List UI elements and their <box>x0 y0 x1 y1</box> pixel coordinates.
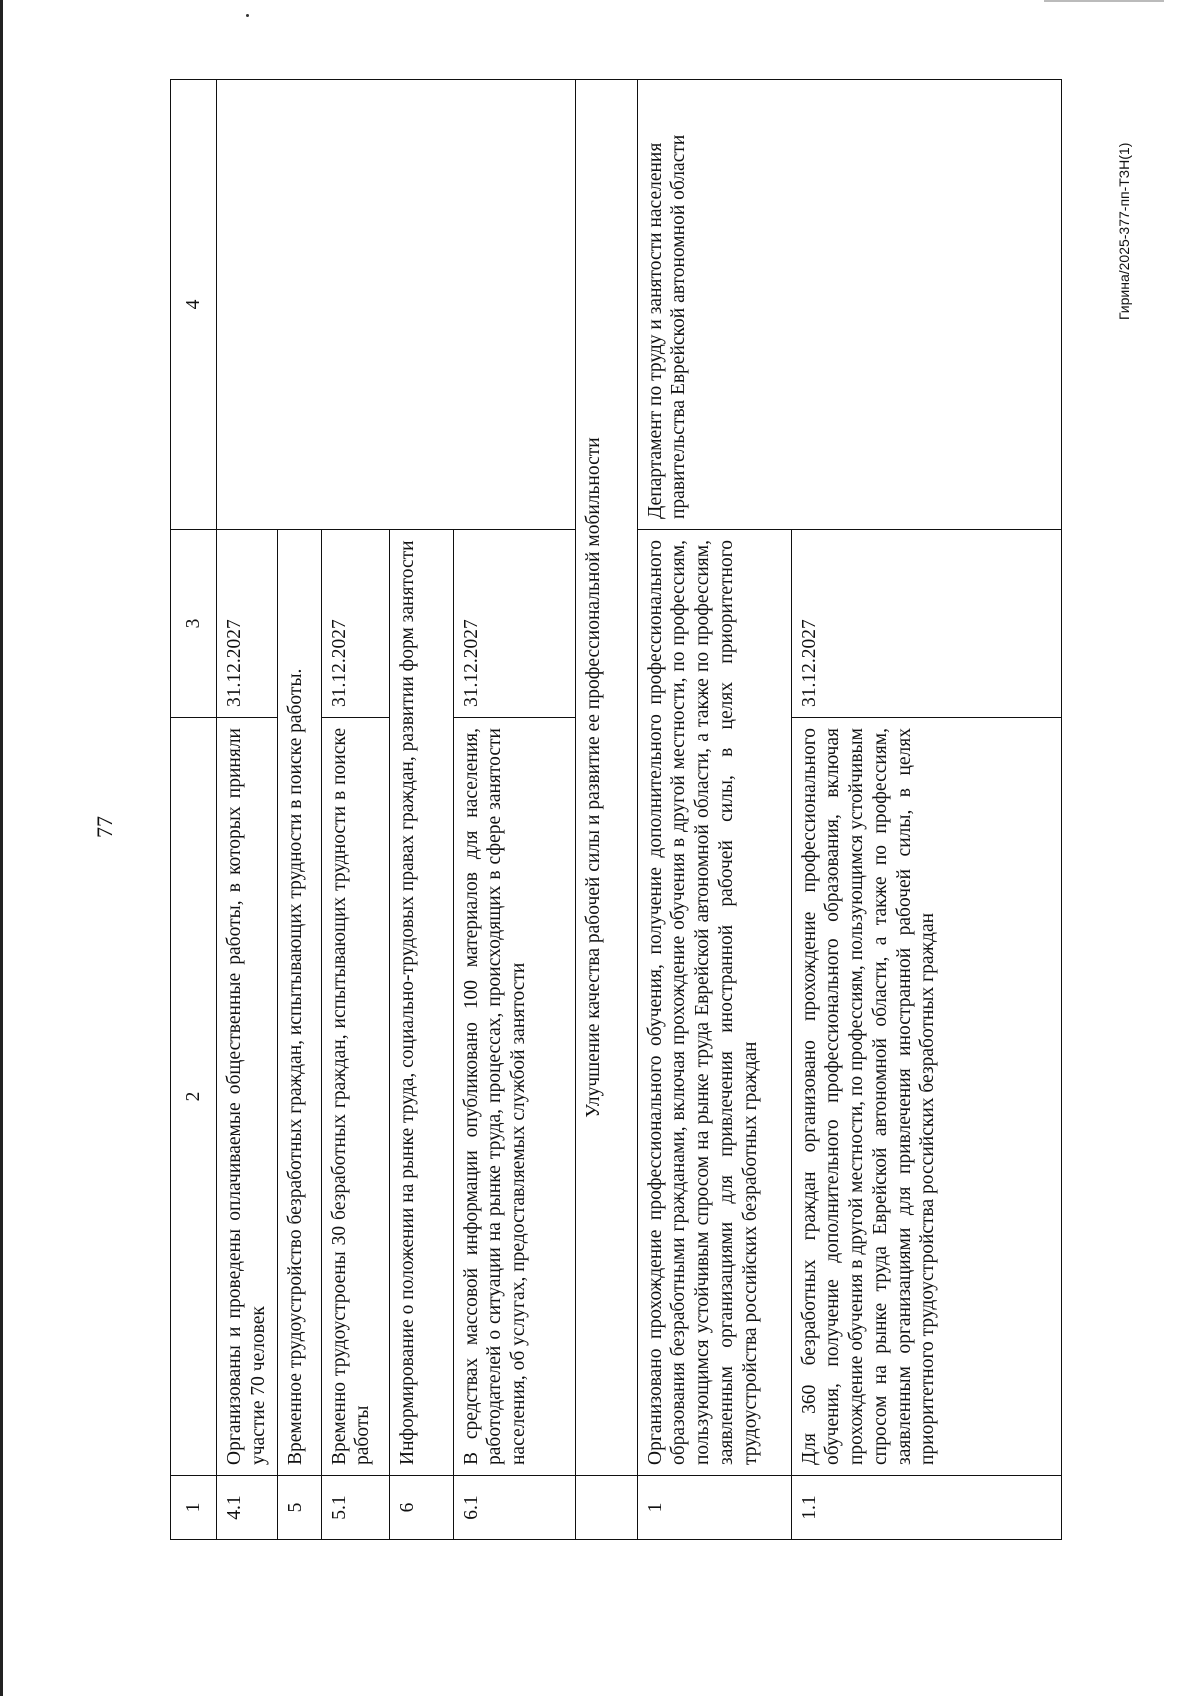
table-row <box>217 80 278 1540</box>
header-col-1: 1 <box>171 1476 217 1540</box>
scan-speck <box>1044 0 1164 2</box>
section-heading: Улучшение качества рабочей силы и развитие ее профессиональной мобильности <box>575 80 637 1476</box>
header-col-4: 4 <box>171 80 217 530</box>
row-description: Организовано прохождение профессионального обучения, получение дополнительного профессионального образования безработными гражданами, включая прохождение обучения в другой местности, по профессиям, пользующимся устойчивым спросом на рынке труда Еврейской автономной области, а также по профессиям, заявленным организациями для привлечения иностранной рабочей силы, в целях приоритетного трудоустройства российских безработных граждан <box>637 530 791 1476</box>
row-number: 6.1 <box>453 1476 575 1540</box>
row-number: 1 <box>637 1476 791 1540</box>
row-number: 1.1 <box>791 1476 1061 1540</box>
row-description: Временное трудоустройство безработных граждан, испытывающих трудности в поиске работы. <box>277 530 321 1476</box>
row-deadline: 31.12.2027 <box>217 530 278 718</box>
row-deadline: 31.12.2027 <box>453 530 575 718</box>
plan-table <box>170 79 1062 1540</box>
scan-edge-line <box>0 0 3 1696</box>
header-col-2: 2 <box>171 718 217 1476</box>
page-number: 77 <box>92 816 117 838</box>
row-number: 5 <box>277 1476 321 1540</box>
row-deadline: 31.12.2027 <box>791 530 1061 718</box>
row-deadline: 31.12.2027 <box>321 530 389 718</box>
row-description: В средствах массовой информации опубликовано 100 материалов для населения, работодателей о ситуации на рынке труда, процессах, происходящих в сфере занятости населения, об услугах, предоставляемых службой занятости <box>453 718 575 1476</box>
row-description: Организованы и проведены оплачиваемые общественные работы, в которых приняли участие 70 человек <box>217 718 278 1476</box>
row-description: Для 360 безработных граждан организовано прохождение профессионального обучения, получение дополнительного профессионального образования, включая прохождение обучения в другой местности, по профессиям, пользующимся устойчивым спросом на рынке труда Еврейской автономной области, а также по профессиям, заявленным организациями для привлечения иностранной рабочей силы, в целях приоритетного трудоустройства российских безработных граждан <box>791 718 1061 1476</box>
row-number: 4.1 <box>217 1476 278 1540</box>
row-description: Информирование о положении на рынке труда, социально-трудовых правах граждан, развитии форм занятости <box>389 530 453 1476</box>
table-header-row <box>171 80 217 1540</box>
table-row <box>637 80 791 1540</box>
header-col-3: 3 <box>171 530 217 718</box>
section-number-empty <box>575 1476 637 1540</box>
scan-speck <box>246 14 249 17</box>
row-number: 5.1 <box>321 1476 389 1540</box>
rotated-table-wrapper <box>170 80 1062 1540</box>
document-code: Гирина/2025-377-пп-ТЗН(1) <box>1116 142 1132 320</box>
row-responsible-empty <box>217 80 576 530</box>
section-heading-row <box>575 80 637 1540</box>
row-responsible: Департамент по труду и занятости населения правительства Еврейской автономной области <box>637 80 1061 530</box>
row-number: 6 <box>389 1476 453 1540</box>
row-description: Временно трудоустроены 30 безработных граждан, испытывающих трудности в поиске работы <box>321 718 389 1476</box>
